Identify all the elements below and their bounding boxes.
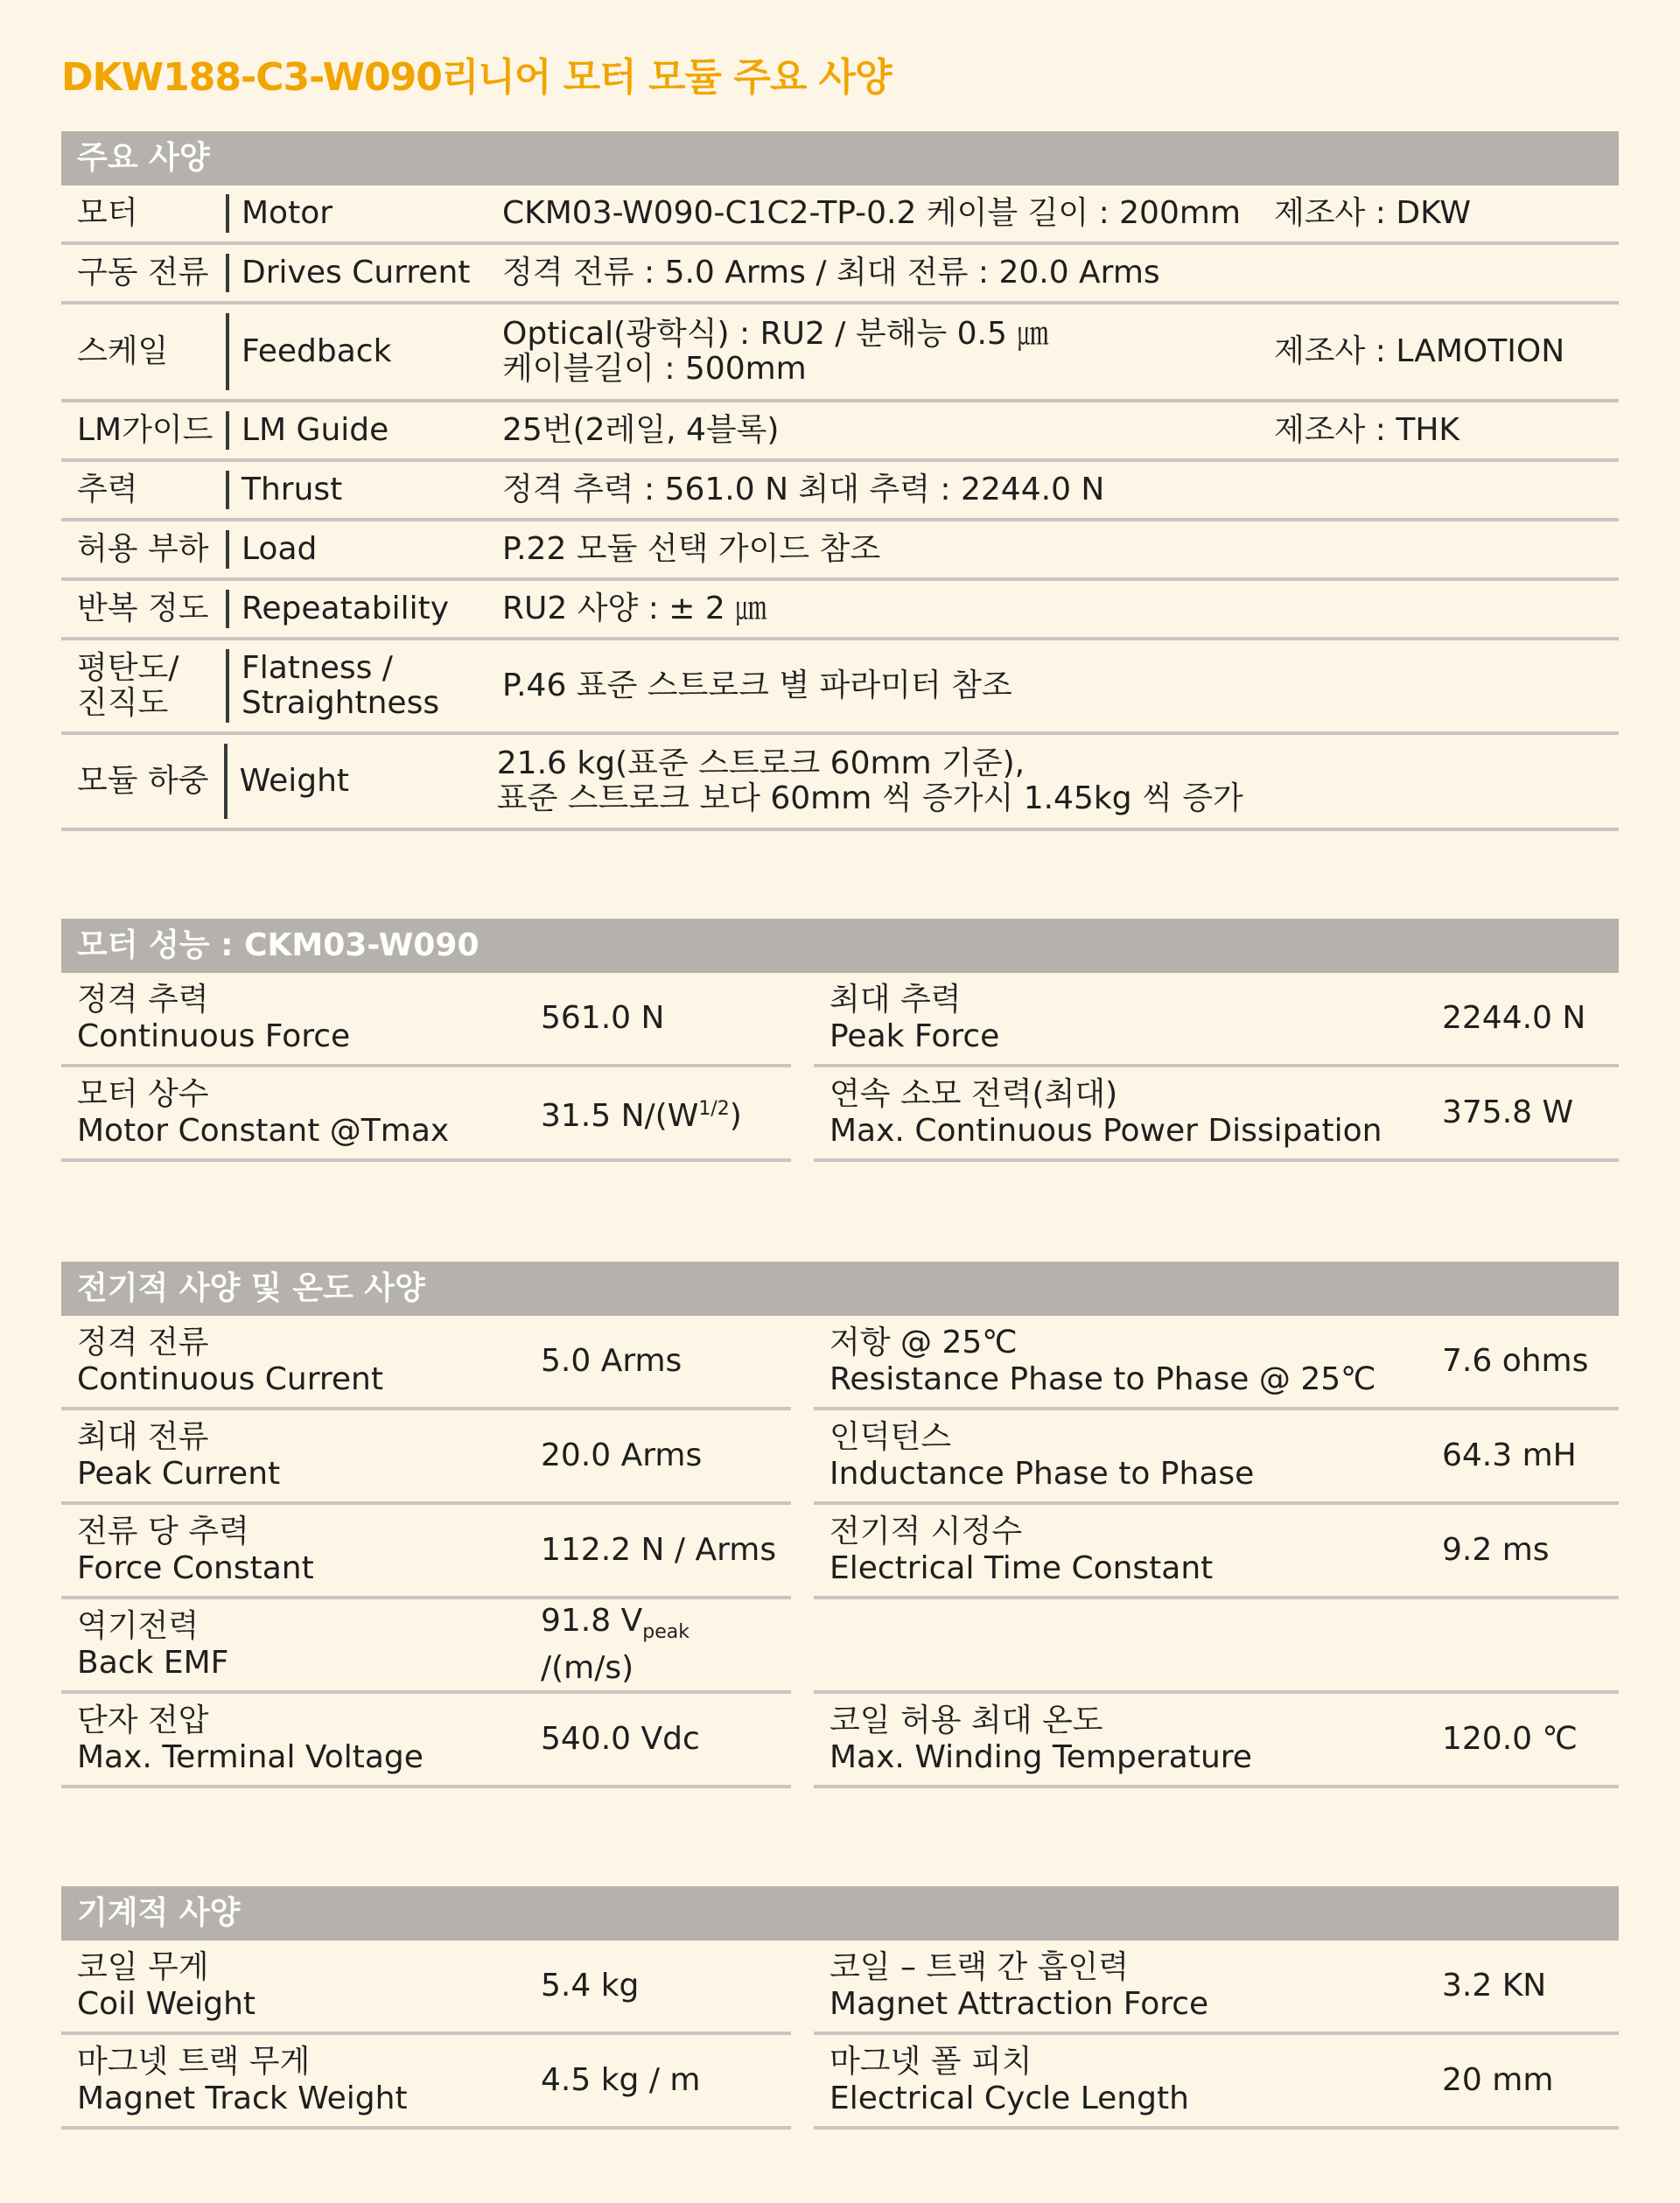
spec-label-en-line1: Flatness /	[242, 650, 393, 686]
electrical-label-en: Peak Current	[77, 1456, 281, 1492]
electrical-value-sub: peak	[642, 1621, 690, 1644]
perf-value-tail: )	[729, 1098, 742, 1134]
electrical-value: 9.2 ms	[1442, 1532, 1550, 1568]
mechanical-left-column	[61, 1941, 791, 2130]
spec-value	[481, 746, 1619, 816]
electrical-label	[61, 1703, 541, 1776]
electrical-label-ko: 저항 @ 25℃	[830, 1325, 1018, 1360]
spec-label-ko: 추력	[77, 472, 138, 507]
mechanical-label	[61, 1949, 541, 2023]
spec-value: P.46 표준 스트로크 별 파라미터 참조	[502, 668, 1012, 703]
mechanical-label-en: Magnet Attraction Force	[830, 1986, 1209, 2022]
spec-row-motor	[61, 185, 1619, 245]
spec-label-en: Drives Current	[242, 255, 471, 290]
perf-value: 561.0 N	[541, 1000, 665, 1036]
perf-label-ko: 연속 소모 전력(최대)	[830, 1076, 1118, 1112]
perf-label-ko: 모터 상수	[77, 1076, 209, 1112]
electrical-label	[61, 1325, 541, 1398]
electrical-label-en: Continuous Current	[77, 1361, 383, 1397]
perf-value	[541, 1092, 791, 1134]
perf-row	[61, 1067, 791, 1162]
spec-value: P.22 모듈 선택 가이드 참조	[502, 531, 881, 567]
perf-row	[814, 973, 1619, 1067]
spec-label-en: Thrust	[242, 472, 343, 507]
spec-value-line2: 표준 스트로크 보다 60mm 씩 증가시 1.45kg 씩 증가	[496, 780, 1243, 816]
electrical-row	[61, 1410, 791, 1505]
electrical-row	[61, 1599, 791, 1694]
mechanical-label-en: Magnet Track Weight	[77, 2081, 408, 2116]
electrical-label-ko: 전기적 시정수	[830, 1514, 1023, 1549]
electrical-row	[814, 1694, 1619, 1788]
spec-label-en: Feedback	[242, 333, 392, 369]
electrical-label-ko: 코일 허용 최대 온도	[830, 1703, 1103, 1738]
mechanical-value: 4.5 kg / m	[541, 2062, 701, 2098]
spec-row-feedback	[61, 304, 1619, 402]
electrical-value: 112.2 N / Arms	[541, 1532, 777, 1568]
electrical-left-column	[61, 1316, 791, 1788]
electrical-label	[61, 1608, 541, 1682]
spec-manufacturer: 제조사 : LAMOTION	[1274, 333, 1565, 369]
perf-label	[814, 1076, 1442, 1150]
mechanical-label-ko: 코일 무게	[77, 1949, 209, 1985]
spec-label-en-line2: Straightness	[242, 685, 440, 721]
electrical-row	[814, 1410, 1619, 1505]
mechanical-value: 20 mm	[1442, 2062, 1554, 2098]
mechanical-label	[814, 1949, 1442, 2023]
spec-label-ko: 모터	[77, 195, 138, 231]
motor-performance-section	[61, 919, 1619, 1162]
spec-label-ko: 반복 정도	[77, 591, 209, 626]
spec-row-weight	[61, 735, 1619, 831]
mechanical-label-ko: 마그넷 트랙 무게	[77, 2044, 311, 2080]
mechanical-section	[61, 1886, 1619, 2130]
spec-value: RU2 사양 : ± 2 ㎛	[502, 591, 767, 626]
electrical-label-ko: 정격 전류	[77, 1325, 209, 1360]
electrical-value: 64.3 mH	[1442, 1437, 1577, 1473]
mechanical-right-column	[814, 1941, 1619, 2130]
mechanical-grid	[61, 1941, 1619, 2130]
electrical-label-en: Force Constant	[77, 1550, 314, 1586]
perf-label-ko: 정격 추력	[77, 982, 209, 1018]
spec-label-en	[229, 651, 486, 721]
perf-right-column	[814, 973, 1619, 1162]
electrical-row	[61, 1316, 791, 1410]
electrical-label-ko: 인덕턴스	[830, 1419, 952, 1455]
electrical-label-en: Max. Winding Temperature	[830, 1739, 1252, 1775]
spec-label-ko: 허용 부하	[77, 531, 209, 567]
mechanical-row	[61, 2035, 791, 2130]
electrical-value-main: 91.8 V	[541, 1603, 643, 1640]
electrical-row	[61, 1694, 791, 1788]
electrical-value: 120.0 ℃	[1442, 1721, 1578, 1757]
perf-value-main: 31.5 N/(W	[541, 1098, 699, 1134]
electrical-label	[814, 1703, 1442, 1776]
spec-label-en: Repeatability	[242, 591, 450, 626]
perf-row	[814, 1067, 1619, 1162]
electrical-value: 5.0 Arms	[541, 1343, 682, 1379]
spec-label-ko	[61, 651, 226, 721]
mechanical-value: 5.4 kg	[541, 1968, 640, 2004]
electrical-grid	[61, 1316, 1619, 1788]
electrical-label-ko: 역기전력	[77, 1608, 200, 1644]
perf-label	[814, 982, 1442, 1055]
spec-value: 정격 전류 : 5.0 Arms / 최대 전류 : 20.0 Arms	[502, 255, 1160, 290]
electrical-section	[61, 1262, 1619, 1788]
spec-label-ko: 스케일	[77, 333, 169, 369]
spec-manufacturer: 제조사 : THK	[1274, 412, 1460, 448]
spec-row-repeatability	[61, 581, 1619, 640]
electrical-value: 20.0 Arms	[541, 1437, 703, 1473]
perf-label-en: Motor Constant @Tmax	[77, 1113, 450, 1149]
spec-row-flatness	[61, 640, 1619, 735]
electrical-label	[814, 1419, 1442, 1493]
perf-grid	[61, 973, 1619, 1162]
mechanical-label-ko: 마그넷 폴 피치	[830, 2044, 1032, 2080]
spec-label-ko-line1: 평탄도/	[77, 650, 179, 686]
spec-label-en: Motor	[242, 195, 333, 231]
spec-label-en: LM Guide	[242, 412, 389, 448]
mechanical-row	[814, 1941, 1619, 2035]
spec-row-thrust	[61, 462, 1619, 521]
perf-value: 2244.0 N	[1442, 1000, 1586, 1036]
perf-label	[61, 982, 541, 1055]
perf-value: 375.8 W	[1442, 1095, 1574, 1130]
spec-manufacturer: 제조사 : DKW	[1274, 195, 1471, 231]
electrical-label-en: Electrical Time Constant	[830, 1550, 1214, 1586]
electrical-label-ko: 최대 전류	[77, 1419, 209, 1455]
section-header: 모터 성능 : CKM03-W090	[61, 919, 1619, 973]
spec-label-ko: 모듈 하중	[77, 763, 209, 799]
electrical-label-ko: 전류 당 추력	[77, 1514, 249, 1549]
electrical-label	[814, 1325, 1442, 1398]
electrical-value	[541, 1604, 791, 1685]
electrical-right-column	[814, 1316, 1619, 1788]
mechanical-label-ko: 코일 – 트랙 간 흡인력	[830, 1949, 1129, 1985]
mechanical-label	[814, 2044, 1442, 2117]
electrical-row	[814, 1505, 1619, 1599]
perf-label	[61, 1076, 541, 1150]
section-header: 기계적 사양	[61, 1886, 1619, 1941]
electrical-value: 7.6 ohms	[1442, 1343, 1589, 1379]
section-header: 전기적 사양 및 온도 사양	[61, 1262, 1619, 1316]
spec-label-ko: LM가이드	[77, 412, 214, 448]
spec-row-lm-guide	[61, 402, 1619, 462]
perf-label-en: Max. Continuous Power Dissipation	[830, 1113, 1382, 1149]
spec-value-line1: 21.6 kg(표준 스트로크 60mm 기준),	[496, 745, 1026, 781]
electrical-label	[61, 1514, 541, 1587]
electrical-label	[814, 1514, 1442, 1587]
spec-row-drives-current	[61, 245, 1619, 304]
spec-row-load	[61, 521, 1619, 581]
electrical-label-en: Resistance Phase to Phase @ 25℃	[830, 1361, 1376, 1397]
electrical-value-line2: /(m/s)	[541, 1649, 634, 1686]
electrical-label-en: Max. Terminal Voltage	[77, 1739, 424, 1775]
section-header: 주요 사양	[61, 131, 1619, 185]
electrical-row	[814, 1316, 1619, 1410]
electrical-label-en: Inductance Phase to Phase	[830, 1456, 1255, 1492]
electrical-row-empty	[814, 1599, 1619, 1694]
perf-label-en: Continuous Force	[77, 1018, 351, 1054]
mechanical-label-en: Coil Weight	[77, 1986, 256, 2022]
mechanical-label	[61, 2044, 541, 2117]
perf-left-column	[61, 973, 791, 1162]
mechanical-label-en: Electrical Cycle Length	[830, 2081, 1189, 2116]
spec-value-line1: Optical(광학식) : RU2 / 분해능 0.5 ㎛	[502, 316, 1049, 352]
page-title: DKW188-C3-W090리니어 모터 모듈 주요 사양	[61, 55, 892, 100]
spec-value: 25번(2레일, 4블록)	[502, 412, 780, 448]
spec-value: CKM03-W090-C1C2-TP-0.2 케이블 길이 : 200mm	[502, 195, 1241, 231]
spec-value: 정격 추력 : 561.0 N 최대 추력 : 2244.0 N	[502, 472, 1105, 507]
perf-value-sup: 1/2	[698, 1098, 730, 1120]
spec-value	[486, 317, 1274, 387]
electrical-row	[61, 1505, 791, 1599]
electrical-value: 540.0 Vdc	[541, 1721, 700, 1757]
spec-label-en: Weight	[239, 763, 350, 799]
mechanical-row	[814, 2035, 1619, 2130]
spec-label-en: Load	[242, 531, 318, 567]
spec-label-ko: 구동 전류	[77, 255, 209, 290]
perf-label-ko: 최대 추력	[830, 982, 962, 1018]
main-spec-section	[61, 131, 1619, 831]
perf-label-en: Peak Force	[830, 1018, 1000, 1054]
spec-value-line2: 케이블길이 : 500mm	[502, 351, 807, 387]
electrical-label	[61, 1419, 541, 1493]
electrical-label-ko: 단자 전압	[77, 1703, 209, 1738]
spec-label-ko-line2: 진직도	[77, 685, 169, 721]
mechanical-value: 3.2 KN	[1442, 1968, 1547, 2004]
mechanical-row	[61, 1941, 791, 2035]
perf-row	[61, 973, 791, 1067]
electrical-label-en: Back EMF	[77, 1645, 229, 1681]
